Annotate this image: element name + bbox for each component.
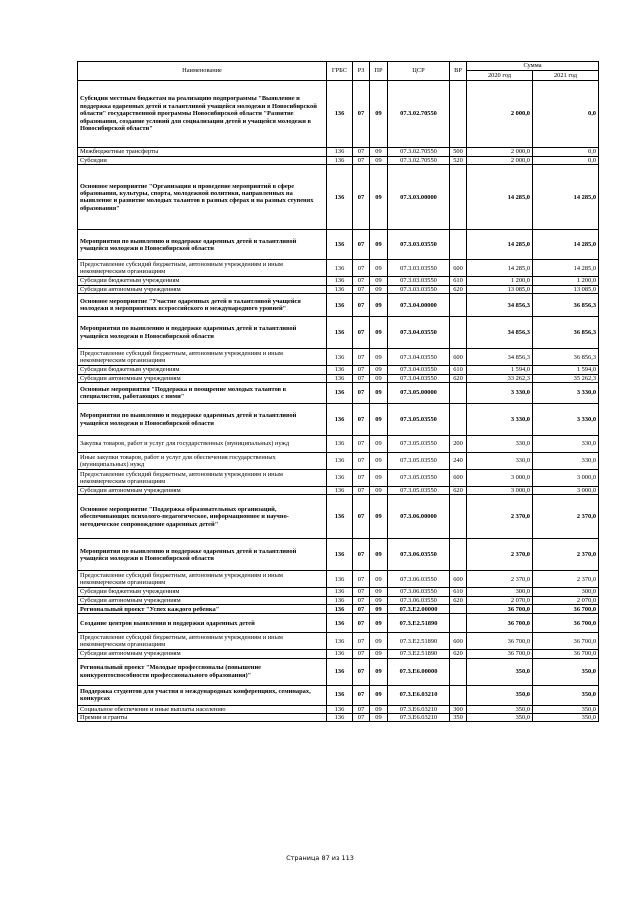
table-row <box>78 285 599 293</box>
cell-sum-2021: 13 085,0 <box>533 285 599 293</box>
cell-grbs: 136 <box>327 495 353 539</box>
cell-vr: 600 <box>450 571 467 588</box>
cell-name: Мероприятия по выявлению и поддержке одаренных детей и талантливой учащейся молодежи в Новосибирской области <box>78 230 327 260</box>
cell-csr: 07.3.E2.51890 <box>388 650 450 658</box>
cell-vr: 600 <box>450 633 467 650</box>
cell-rz: 07 <box>353 317 370 349</box>
header-rz: РЗ <box>353 62 370 81</box>
cell-pr: 09 <box>370 453 388 470</box>
cell-vr <box>450 658 467 685</box>
cell-pr: 09 <box>370 650 388 658</box>
cell-rz: 07 <box>353 453 370 470</box>
cell-sum-2021: 2 370,0 <box>533 495 599 539</box>
cell-vr <box>450 495 467 539</box>
table-row <box>78 605 599 614</box>
cell-vr: 620 <box>450 487 467 495</box>
table-row <box>78 294 599 317</box>
cell-rz: 07 <box>353 383 370 404</box>
budget-table <box>77 61 599 722</box>
cell-pr: 09 <box>370 366 388 374</box>
cell-grbs: 136 <box>327 614 353 633</box>
cell-sum-2020: 34 856,3 <box>467 349 533 366</box>
header-grbs: ГРБС <box>327 62 353 81</box>
cell-rz: 07 <box>353 605 370 614</box>
cell-name: Предоставление субсидий бюджетным, автономным учреждениям и иным некоммерческим организациям <box>78 470 327 487</box>
cell-csr: 07.3.04.00000 <box>388 294 450 317</box>
cell-grbs: 136 <box>327 230 353 260</box>
cell-sum-2020: 3 330,0 <box>467 404 533 436</box>
cell-name: Предоставление субсидий бюджетным, автономным учреждениям и иным некоммерческим организациям <box>78 571 327 588</box>
cell-sum-2021: 36 856,3 <box>533 349 599 366</box>
cell-sum-2021: 36 700,0 <box>533 650 599 658</box>
header-year-2021: 2021 год <box>533 71 599 81</box>
cell-pr: 09 <box>370 705 388 713</box>
cell-sum-2020: 2 070,0 <box>467 596 533 604</box>
cell-rz: 07 <box>353 374 370 382</box>
cell-name: Премии и гранты <box>78 714 327 722</box>
table-row <box>78 374 599 382</box>
cell-pr: 09 <box>370 487 388 495</box>
cell-vr: 610 <box>450 588 467 596</box>
cell-name: Субсидии автономным учреждениям <box>78 374 327 382</box>
cell-csr: 07.3.03.00000 <box>388 165 450 230</box>
cell-vr <box>450 383 467 404</box>
table-row <box>78 277 599 285</box>
cell-csr: 07.3.02.70550 <box>388 148 450 157</box>
table-row <box>78 436 599 453</box>
cell-pr: 09 <box>370 685 388 705</box>
cell-rz: 07 <box>353 633 370 650</box>
table-row <box>78 317 599 349</box>
cell-vr: 610 <box>450 277 467 285</box>
header-name: Наименование <box>78 62 327 81</box>
page-number: Страница 87 из 113 <box>286 854 354 862</box>
cell-sum-2021: 36 700,0 <box>533 614 599 633</box>
cell-pr: 09 <box>370 539 388 571</box>
cell-grbs: 136 <box>327 650 353 658</box>
cell-pr: 09 <box>370 285 388 293</box>
cell-sum-2020: 1 594,0 <box>467 366 533 374</box>
cell-sum-2021: 1 594,0 <box>533 366 599 374</box>
cell-grbs: 136 <box>327 571 353 588</box>
table-row <box>78 81 599 148</box>
cell-pr: 09 <box>370 614 388 633</box>
cell-pr: 09 <box>370 294 388 317</box>
cell-vr: 200 <box>450 436 467 453</box>
cell-name: Поддержка студентов для участия в международных конференциях, семинарах, конкурсах <box>78 685 327 705</box>
cell-sum-2021: 0,0 <box>533 157 599 165</box>
cell-rz: 07 <box>353 614 370 633</box>
cell-csr: 07.3.02.70550 <box>388 81 450 148</box>
cell-sum-2020: 36 700,0 <box>467 650 533 658</box>
cell-pr: 09 <box>370 658 388 685</box>
cell-sum-2021: 3 330,0 <box>533 383 599 404</box>
cell-grbs: 136 <box>327 81 353 148</box>
table-row <box>78 614 599 633</box>
cell-name: Субсидии автономным учреждениям <box>78 285 327 293</box>
cell-grbs: 136 <box>327 404 353 436</box>
cell-rz: 07 <box>353 470 370 487</box>
cell-name: Предоставление субсидий бюджетным, автономным учреждениям и иным некоммерческим организациям <box>78 349 327 366</box>
cell-vr: 520 <box>450 157 467 165</box>
cell-csr: 07.3.E6.00000 <box>388 658 450 685</box>
cell-sum-2020: 350,0 <box>467 714 533 722</box>
cell-pr: 09 <box>370 230 388 260</box>
cell-name: Региональный проект "Молодые профессионалы (повышение конкурентоспособности профессионального образования)" <box>78 658 327 685</box>
cell-rz: 07 <box>353 685 370 705</box>
cell-sum-2020: 14 285,0 <box>467 260 533 277</box>
cell-csr: 07.3.05.03550 <box>388 487 450 495</box>
table-row <box>78 487 599 495</box>
cell-sum-2021: 330,0 <box>533 453 599 470</box>
cell-vr <box>450 317 467 349</box>
cell-sum-2021: 14 285,0 <box>533 260 599 277</box>
table-row <box>78 383 599 404</box>
cell-sum-2021: 1 200,0 <box>533 277 599 285</box>
cell-csr: 07.3.05.00000 <box>388 383 450 404</box>
cell-sum-2021: 0,0 <box>533 81 599 148</box>
cell-csr: 07.3.04.03550 <box>388 366 450 374</box>
cell-vr: 600 <box>450 470 467 487</box>
cell-sum-2021: 2 070,0 <box>533 596 599 604</box>
cell-grbs: 136 <box>327 285 353 293</box>
table-row <box>78 349 599 366</box>
cell-grbs: 136 <box>327 470 353 487</box>
cell-grbs: 136 <box>327 685 353 705</box>
cell-pr: 09 <box>370 349 388 366</box>
cell-sum-2020: 3 330,0 <box>467 383 533 404</box>
cell-vr: 600 <box>450 349 467 366</box>
cell-csr: 07.3.04.03550 <box>388 317 450 349</box>
table-row <box>78 658 599 685</box>
cell-sum-2021: 350,0 <box>533 714 599 722</box>
cell-pr: 09 <box>370 148 388 157</box>
cell-grbs: 136 <box>327 165 353 230</box>
cell-rz: 07 <box>353 148 370 157</box>
table-row <box>78 366 599 374</box>
cell-vr: 600 <box>450 260 467 277</box>
cell-sum-2021: 3 000,0 <box>533 487 599 495</box>
cell-csr: 07.3.E2.51890 <box>388 614 450 633</box>
table-row <box>78 588 599 596</box>
cell-csr: 07.3.05.03550 <box>388 453 450 470</box>
cell-grbs: 136 <box>327 383 353 404</box>
cell-grbs: 136 <box>327 277 353 285</box>
cell-csr: 07.3.02.70550 <box>388 157 450 165</box>
cell-vr: 620 <box>450 650 467 658</box>
cell-pr: 09 <box>370 596 388 604</box>
cell-vr: 620 <box>450 596 467 604</box>
cell-name: Региональный проект "Успех каждого ребенка" <box>78 605 327 614</box>
cell-pr: 09 <box>370 383 388 404</box>
cell-name: Субсидии бюджетным учреждениям <box>78 277 327 285</box>
cell-sum-2020: 36 700,0 <box>467 614 533 633</box>
cell-sum-2020: 14 285,0 <box>467 230 533 260</box>
cell-grbs: 136 <box>327 596 353 604</box>
cell-sum-2020: 36 700,0 <box>467 633 533 650</box>
cell-rz: 07 <box>353 277 370 285</box>
header-vr: ВР <box>450 62 467 81</box>
cell-sum-2020: 350,0 <box>467 685 533 705</box>
cell-name: Социальное обеспечение и иные выплаты населению <box>78 705 327 713</box>
cell-vr: 300 <box>450 705 467 713</box>
cell-rz: 07 <box>353 285 370 293</box>
cell-grbs: 136 <box>327 588 353 596</box>
cell-rz: 07 <box>353 230 370 260</box>
cell-rz: 07 <box>353 658 370 685</box>
cell-sum-2021: 2 370,0 <box>533 571 599 588</box>
cell-csr: 07.3.06.03550 <box>388 539 450 571</box>
cell-name: Основное мероприятие "Участие одаренных детей и талантливой учащейся молодежи в мероприятиях всероссийского и международного уровней" <box>78 294 327 317</box>
cell-sum-2021: 2 370,0 <box>533 539 599 571</box>
cell-csr: 07.3.E6.03210 <box>388 705 450 713</box>
cell-csr: 07.3.E2.51890 <box>388 633 450 650</box>
cell-csr: 07.3.E6.03210 <box>388 714 450 722</box>
cell-sum-2021: 350,0 <box>533 685 599 705</box>
cell-sum-2020: 330,0 <box>467 436 533 453</box>
cell-pr: 09 <box>370 633 388 650</box>
cell-sum-2021: 35 262,3 <box>533 374 599 382</box>
table-row <box>78 495 599 539</box>
table-row <box>78 230 599 260</box>
cell-vr <box>450 404 467 436</box>
cell-vr <box>450 230 467 260</box>
cell-grbs: 136 <box>327 349 353 366</box>
table-row <box>78 685 599 705</box>
cell-name: Иные закупки товаров, работ и услуг для обеспечения государственных (муниципальных) нужд <box>78 453 327 470</box>
cell-sum-2021: 36 856,3 <box>533 317 599 349</box>
cell-grbs: 136 <box>327 294 353 317</box>
cell-name: Субсидии бюджетным учреждениям <box>78 366 327 374</box>
cell-sum-2021: 300,0 <box>533 588 599 596</box>
cell-grbs: 136 <box>327 539 353 571</box>
cell-sum-2020: 36 700,0 <box>467 605 533 614</box>
cell-csr: 07.3.05.03550 <box>388 436 450 453</box>
cell-csr: 07.3.06.03550 <box>388 571 450 588</box>
table-row <box>78 596 599 604</box>
cell-rz: 07 <box>353 705 370 713</box>
cell-sum-2020: 34 856,3 <box>467 294 533 317</box>
cell-grbs: 136 <box>327 658 353 685</box>
cell-name: Субсидии автономным учреждениям <box>78 596 327 604</box>
cell-pr: 09 <box>370 260 388 277</box>
cell-vr: 240 <box>450 453 467 470</box>
table-row <box>78 650 599 658</box>
cell-rz: 07 <box>353 539 370 571</box>
cell-grbs: 136 <box>327 633 353 650</box>
cell-csr: 07.3.03.03550 <box>388 230 450 260</box>
cell-csr: 07.3.03.03550 <box>388 285 450 293</box>
cell-csr: 07.3.06.00000 <box>388 495 450 539</box>
table-row <box>78 470 599 487</box>
table-row <box>78 404 599 436</box>
cell-pr: 09 <box>370 495 388 539</box>
cell-pr: 09 <box>370 404 388 436</box>
cell-rz: 07 <box>353 588 370 596</box>
cell-sum-2020: 3 000,0 <box>467 487 533 495</box>
cell-sum-2021: 3 000,0 <box>533 470 599 487</box>
cell-sum-2021: 3 330,0 <box>533 404 599 436</box>
cell-sum-2021: 14 285,0 <box>533 230 599 260</box>
cell-name: Основное мероприятие "Организация и проведение мероприятий в сфере образования, культуры, спорта, молодежной политики, направленных на выявление и развитие молодых талантов в разных сферах и на разных ступенях образования" <box>78 165 327 230</box>
cell-grbs: 136 <box>327 317 353 349</box>
table-row <box>78 165 599 230</box>
cell-sum-2021: 350,0 <box>533 705 599 713</box>
table-row <box>78 260 599 277</box>
cell-pr: 09 <box>370 436 388 453</box>
cell-csr: 07.3.06.03550 <box>388 588 450 596</box>
cell-csr: 07.3.06.03550 <box>388 596 450 604</box>
cell-pr: 09 <box>370 470 388 487</box>
cell-sum-2021: 36 700,0 <box>533 633 599 650</box>
cell-rz: 07 <box>353 404 370 436</box>
cell-sum-2020: 330,0 <box>467 453 533 470</box>
cell-rz: 07 <box>353 495 370 539</box>
cell-sum-2020: 2 370,0 <box>467 495 533 539</box>
cell-pr: 09 <box>370 571 388 588</box>
cell-rz: 07 <box>353 294 370 317</box>
cell-rz: 07 <box>353 81 370 148</box>
cell-vr <box>450 614 467 633</box>
cell-name: Предоставление субсидий бюджетным, автономным учреждениям и иным некоммерческим организациям <box>78 633 327 650</box>
cell-vr: 620 <box>450 374 467 382</box>
cell-pr: 09 <box>370 317 388 349</box>
cell-vr: 620 <box>450 285 467 293</box>
cell-name: Субсидии бюджетным учреждениям <box>78 588 327 596</box>
cell-name: Основное мероприятие "Поддержка образовательных организаций, обеспечивающих психолого-педагогическое, информационное и научно-методическое сопровождение одаренных детей" <box>78 495 327 539</box>
cell-rz: 07 <box>353 366 370 374</box>
cell-grbs: 136 <box>327 260 353 277</box>
cell-csr: 07.3.E2.00000 <box>388 605 450 614</box>
cell-rz: 07 <box>353 436 370 453</box>
cell-csr: 07.3.E6.03210 <box>388 685 450 705</box>
cell-sum-2021: 36 700,0 <box>533 605 599 614</box>
cell-vr <box>450 165 467 230</box>
cell-sum-2021: 14 285,0 <box>533 165 599 230</box>
cell-rz: 07 <box>353 349 370 366</box>
cell-name: Основные мероприятия "Поддержка и поощрение молодых талантов в специалистов, работающих с ними" <box>78 383 327 404</box>
cell-vr: 500 <box>450 148 467 157</box>
table-row <box>78 148 599 157</box>
cell-vr <box>450 81 467 148</box>
cell-sum-2020: 2 000,0 <box>467 157 533 165</box>
cell-pr: 09 <box>370 277 388 285</box>
cell-sum-2021: 0,0 <box>533 148 599 157</box>
cell-name: Субсидии местным бюджетам на реализацию подпрограммы "Выявление и поддержка одаренных детей и талантливой учащейся молодежи в Новосибирской области" государственной программы Новосибирской области "Развитие образования, создание условий для социализации детей и учащейся молодежи в Новосибирской области" <box>78 81 327 148</box>
cell-sum-2020: 300,0 <box>467 588 533 596</box>
cell-name: Создание центров выявления и поддержки одаренных детей <box>78 614 327 633</box>
cell-vr <box>450 685 467 705</box>
cell-grbs: 136 <box>327 714 353 722</box>
cell-pr: 09 <box>370 714 388 722</box>
cell-csr: 07.3.05.03550 <box>388 470 450 487</box>
cell-name: Предоставление субсидий бюджетным, автономным учреждениям и иным некоммерческим организациям <box>78 260 327 277</box>
cell-grbs: 136 <box>327 487 353 495</box>
cell-vr <box>450 605 467 614</box>
cell-rz: 07 <box>353 487 370 495</box>
cell-name: Мероприятия по выявлению и поддержке одаренных детей и талантливой учащейся молодежи в Новосибирской области <box>78 404 327 436</box>
table-row <box>78 453 599 470</box>
cell-vr <box>450 294 467 317</box>
cell-sum-2020: 350,0 <box>467 658 533 685</box>
cell-vr: 610 <box>450 366 467 374</box>
cell-rz: 07 <box>353 165 370 230</box>
header-pr: ПР <box>370 62 388 81</box>
cell-sum-2021: 36 856,3 <box>533 294 599 317</box>
table-row <box>78 714 599 722</box>
cell-sum-2020: 350,0 <box>467 705 533 713</box>
header-csr: ЦСР <box>388 62 450 81</box>
cell-sum-2020: 2 000,0 <box>467 81 533 148</box>
cell-name: Мероприятия по выявлению и поддержке одаренных детей и талантливой учащейся молодежи в Новосибирской области <box>78 317 327 349</box>
cell-csr: 07.3.04.03550 <box>388 374 450 382</box>
cell-vr: 350 <box>450 714 467 722</box>
cell-grbs: 136 <box>327 148 353 157</box>
cell-rz: 07 <box>353 571 370 588</box>
cell-grbs: 136 <box>327 436 353 453</box>
cell-sum-2020: 2 000,0 <box>467 148 533 157</box>
cell-sum-2020: 34 856,3 <box>467 317 533 349</box>
cell-name: Межбюджетные трансферты <box>78 148 327 157</box>
header-sum: Сумма <box>467 62 599 71</box>
cell-sum-2020: 1 200,0 <box>467 277 533 285</box>
cell-grbs: 136 <box>327 453 353 470</box>
cell-rz: 07 <box>353 157 370 165</box>
cell-grbs: 136 <box>327 705 353 713</box>
cell-name: Субсидии автономным учреждениям <box>78 650 327 658</box>
cell-rz: 07 <box>353 260 370 277</box>
cell-grbs: 136 <box>327 157 353 165</box>
cell-csr: 07.3.03.03550 <box>388 260 450 277</box>
cell-sum-2020: 14 285,0 <box>467 165 533 230</box>
cell-sum-2020: 13 085,0 <box>467 285 533 293</box>
cell-grbs: 136 <box>327 366 353 374</box>
cell-rz: 07 <box>353 650 370 658</box>
table-row <box>78 633 599 650</box>
cell-pr: 09 <box>370 588 388 596</box>
table-row <box>78 539 599 571</box>
cell-csr: 07.3.05.03550 <box>388 404 450 436</box>
table-row <box>78 157 599 165</box>
cell-csr: 07.3.04.03550 <box>388 349 450 366</box>
cell-pr: 09 <box>370 605 388 614</box>
cell-name: Мероприятия по выявлению и поддержке одаренных детей и талантливой учащейся молодежи в Новосибирской области <box>78 539 327 571</box>
cell-sum-2021: 330,0 <box>533 436 599 453</box>
cell-sum-2020: 3 000,0 <box>467 470 533 487</box>
cell-sum-2020: 2 370,0 <box>467 571 533 588</box>
cell-sum-2020: 33 262,3 <box>467 374 533 382</box>
cell-rz: 07 <box>353 596 370 604</box>
cell-pr: 09 <box>370 81 388 148</box>
cell-name: Закупка товаров, работ и услуг для государственных (муниципальных) нужд <box>78 436 327 453</box>
cell-sum-2020: 2 370,0 <box>467 539 533 571</box>
cell-sum-2021: 350,0 <box>533 658 599 685</box>
cell-name: Субсидии автономным учреждениям <box>78 487 327 495</box>
cell-name: Субсидии <box>78 157 327 165</box>
cell-vr <box>450 539 467 571</box>
cell-csr: 07.3.03.03550 <box>388 277 450 285</box>
cell-grbs: 136 <box>327 605 353 614</box>
table-row <box>78 705 599 713</box>
cell-pr: 09 <box>370 157 388 165</box>
cell-pr: 09 <box>370 165 388 230</box>
table-row <box>78 571 599 588</box>
cell-rz: 07 <box>353 714 370 722</box>
cell-grbs: 136 <box>327 374 353 382</box>
cell-pr: 09 <box>370 374 388 382</box>
header-year-2020: 2020 год <box>467 71 533 81</box>
